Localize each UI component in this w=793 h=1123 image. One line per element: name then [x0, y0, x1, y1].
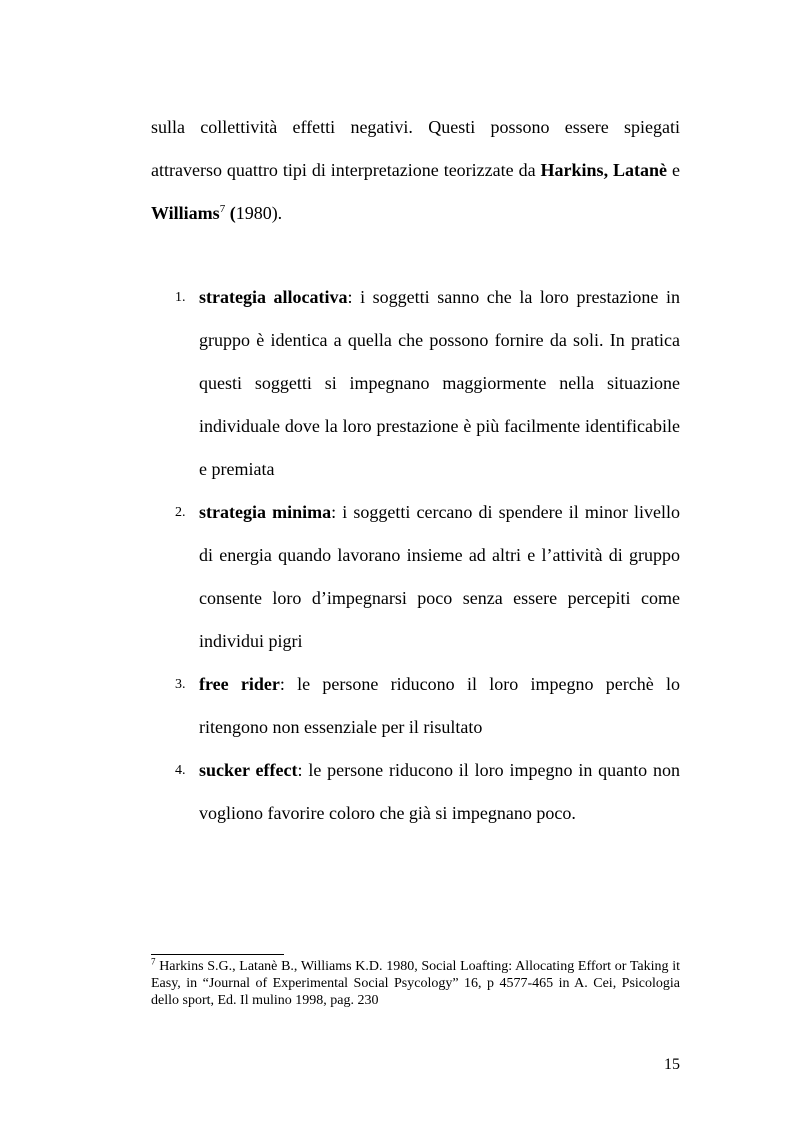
list-item-term: strategia minima: [199, 502, 332, 522]
page-number: 15: [664, 1056, 680, 1073]
list-item-text: : i soggetti sanno che la loro prestazione in gruppo è identica a quella che possono fornire da soli. In pratica questi soggetti si impegnano maggiormente nella situazione individuale dove la loro prestazione è più facilmente identificabile e premiata: [199, 287, 680, 479]
list-item: [151, 491, 680, 663]
author-harkins-latane: Harkins, Latanè: [540, 160, 668, 180]
intro-year: 1980).: [235, 203, 283, 223]
interpretation-list: [151, 276, 680, 835]
list-item-number: 1.: [175, 290, 186, 305]
footnote-divider: [151, 954, 284, 955]
list-item-number: 3.: [175, 677, 186, 692]
list-item: [151, 663, 680, 749]
list-item: [151, 749, 680, 835]
list-item-number: 4.: [175, 763, 186, 778]
list-item-term: free rider: [199, 674, 280, 694]
year-open-paren: (: [225, 203, 236, 223]
list-item-term: strategia allocativa: [199, 287, 348, 307]
list-item-text: : le persone riducono il loro impegno in quanto non vogliono favorire coloro che già si impegnano poco.: [199, 760, 680, 823]
footnote: [151, 958, 680, 1009]
intro-text-1: sulla collettività effetti negativi. Questi possono essere spiegati attraverso quattro tipi di interpretazione teorizzate da: [151, 117, 680, 180]
intro-text-2: e: [667, 160, 680, 180]
footnote-number: 7: [151, 956, 156, 967]
footnote-reference[interactable]: 7: [219, 203, 226, 215]
list-item-term: sucker effect: [199, 760, 298, 780]
intro-paragraph: [151, 106, 680, 235]
list-item: [151, 276, 680, 491]
list-item-number: 2.: [175, 505, 186, 520]
author-williams: Williams: [151, 203, 220, 223]
footnote-text: Harkins S.G., Latanè B., Williams K.D. 1980, Social Loafting: Allocating Effort or Taking it Easy, in “Journal of Experimental Social Psycology” 16, p 4577-465 in A. Cei, Psicologia dello sport, Ed. Il mulino 1998, pag. 230: [151, 959, 680, 1008]
list-item-text: : i soggetti cercano di spendere il minor livello di energia quando lavorano insieme ad altri e l’attività di gruppo consente loro d’impegnarsi poco senza essere percepiti come individui pigri: [199, 502, 680, 651]
list-item-text: : le persone riducono il loro impegno perchè lo ritengono non essenziale per il risultato: [199, 674, 680, 737]
